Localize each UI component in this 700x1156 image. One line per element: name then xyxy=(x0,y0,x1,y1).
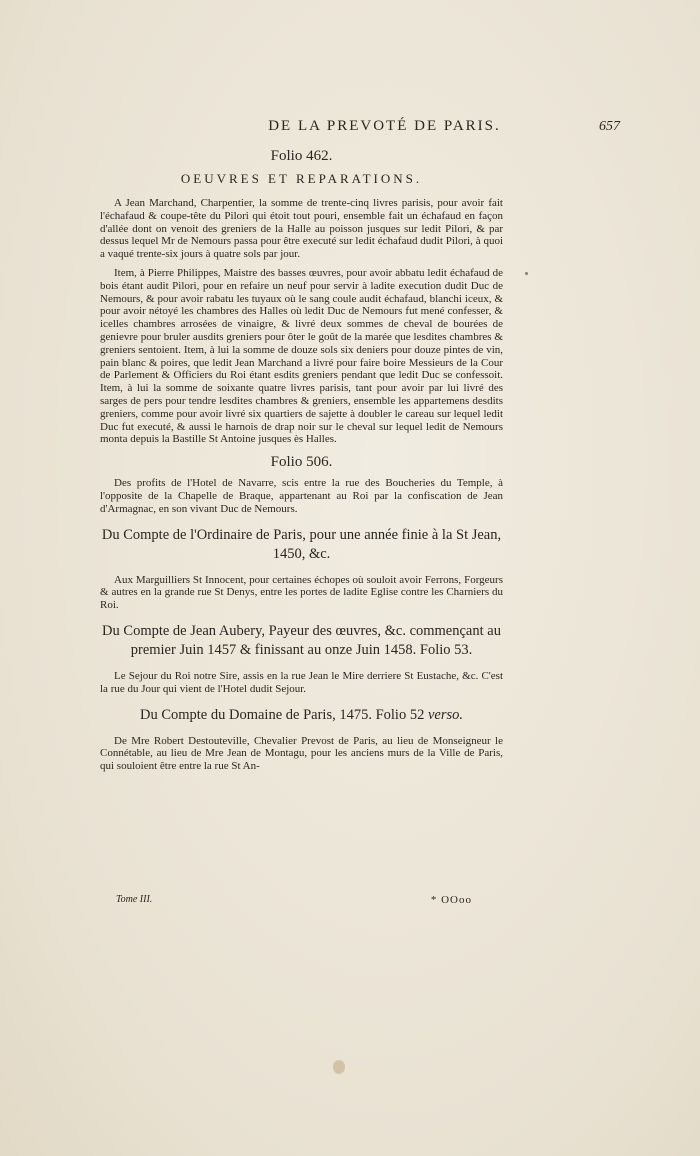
page-header xyxy=(100,118,620,135)
paragraph: Aux Marguilliers St Innocent, pour certaines échopes où souloit avoir Ferrons, Forgeurs & autres en la grande rue St Denys, entre les portes de ladite Eglise contre les Charniers du Roi. xyxy=(100,573,503,612)
running-title: DE LA PREVOTÉ DE PARIS. xyxy=(268,118,501,134)
account-heading: Du Compte de l'Ordinaire de Paris, pour une année finie à la St Jean, 1450, &c. xyxy=(101,526,502,562)
paragraph: A Jean Marchand, Charpentier, la somme de trente-cinq livres parisis, pour avoir fait l'échafaud & coupe-tête du Pilori qui étoit tout pouri, ensemble fait un échafaud en façon d'allée dont on venoit des greniers de la Halle au poisson jusques sur ledit Pilori, & par dessus lequel Mr de Nemours passa pour être executé sur ledit échafaud dudit Pilori, à quoi a vaqué trente-six jours à quatre sols par jour. xyxy=(100,197,503,261)
page-number: 657 xyxy=(599,119,620,134)
paper-stain xyxy=(333,1060,345,1074)
signature-mark: * OOoo xyxy=(430,894,472,906)
page-footer xyxy=(116,894,472,906)
paragraph: Item, à Pierre Philippes, Maistre des basses œuvres, pour avoir abbatu ledit échafaud de bois étant audit Pilori, pour en refaire un neuf pour servir à ladite execution dudit Duc de Nemours, & pour avoir rabatu les tuyaux où le sang coule audit échafaud, blanchi iceux, & pour avoir nétoyé les chambres des Halles où ledit Duc de Nemours fut mené confesser, & icelles chambres arrosées de vinaigre, & livré deux sommes de cheval de bourées de genievre pour bruler ausdits greniers pour ôter le goût de la marée que lesdites chambres & greniers sentoient. Item, à lui la somme de douze sols six deniers pour douze pintes de vin, pain blanc & poires, que ledit Jean Marchand a livré pour faire boire Messieurs de la Cour de Parlement & Officiers du Roi étant esdits greniers pendant que ledit Duc se confessoit. Item, à lui la somme de soixante quatre livres parisis, tant pour avoir par lui livré des sarges de pers pour tendre lesdites chambres & greniers, ensemble les appartemens desdits greniers, comme pour avoir livré six quartiers de sajette à doubler le careau sur lequel ledit Duc fut executé, & aussi le harnois de drap noir sur le cheval sur lequel ledit de Nemours monta depuis la Bastille St Antoine jusques ès Halles. xyxy=(100,266,503,446)
ink-speck xyxy=(525,272,528,275)
folio-heading: Folio 506. xyxy=(270,454,333,471)
account-heading-text: Du Compte du Domaine de Paris, 1475. Folio 52 xyxy=(139,706,425,723)
paragraph: Des profits de l'Hotel de Navarre, scis entre la rue des Boucheries du Temple, à l'opposite de la Chapelle de Braque, appartenant au Roi par la confiscation de Jean d'Armagnac, en son vivant Duc de Nemours. xyxy=(100,477,503,515)
paragraph: De Mre Robert Destouteville, Chevalier Prevost de Paris, au lieu de Monseigneur le Connétable, au lieu de Mre Jean de Montagu, pour les anciens murs de la Ville de Paris, qui souloient être entre la rue St An- xyxy=(100,734,503,773)
folio-heading: Folio 462. xyxy=(270,148,333,164)
paragraph: Le Sejour du Roi notre Sire, assis en la rue Jean le Mire derriere St Eustache, &c. C'est la rue du Jour qui vient de l'Hotel dudit Sejour. xyxy=(100,669,503,695)
volume-label: Tome III. xyxy=(116,894,153,905)
section-title: OEUVRES ET REPARATIONS. xyxy=(180,171,423,186)
account-heading: Du Compte de Jean Aubery, Payeur des œuvres, &c. commençant au premier Juin 1457 & finissant au onze Juin 1458. Folio 53. xyxy=(102,622,501,658)
account-heading xyxy=(100,706,503,725)
account-heading-verso: verso. xyxy=(427,706,463,723)
page-content xyxy=(100,148,503,779)
